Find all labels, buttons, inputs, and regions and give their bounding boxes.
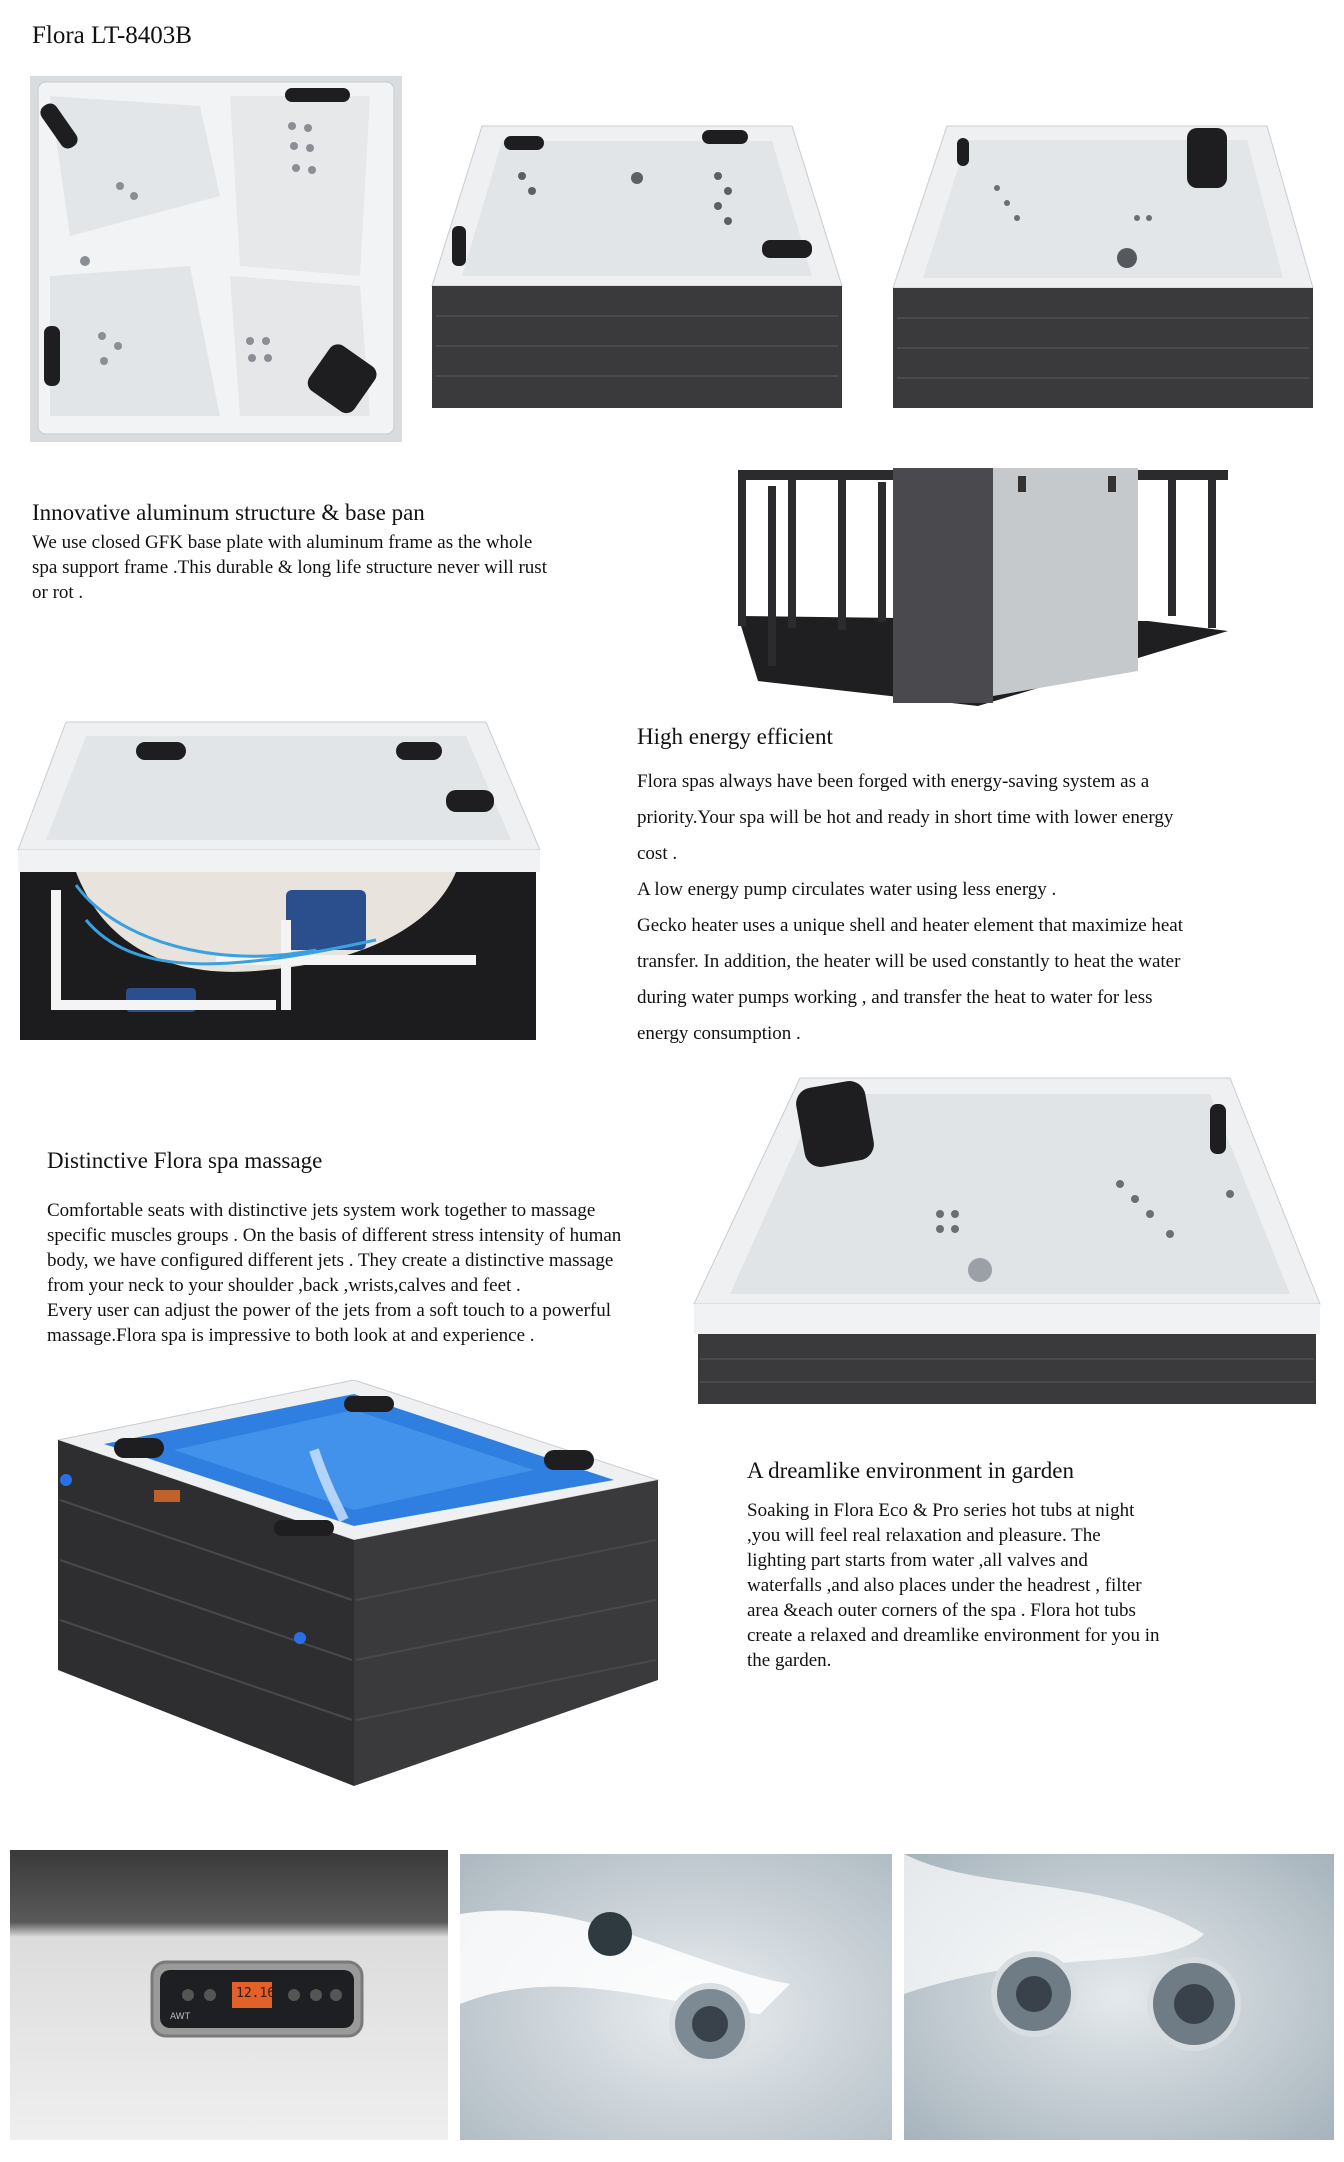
spa-side-angle-photo bbox=[887, 118, 1317, 422]
spa-led-lighting-photo bbox=[54, 1380, 664, 1786]
spa-front-angle-photo bbox=[422, 116, 846, 422]
structure-line: or rot . bbox=[32, 582, 84, 603]
control-panel-brand: AWT bbox=[170, 2012, 191, 2022]
energy-line: priority.Your spa will be hot and ready in short time with lower energy bbox=[637, 807, 1174, 828]
massage-text bbox=[47, 1198, 687, 1348]
control-panel-display: 12.16 bbox=[236, 1986, 276, 2001]
massage-line: Every user can adjust the power of the jets from a soft touch to a powerful bbox=[47, 1300, 612, 1321]
garden-text bbox=[747, 1498, 1287, 1673]
spa-top-view-photo bbox=[30, 76, 402, 442]
spa-internal-plumbing-photo bbox=[16, 720, 540, 1042]
jet-spray-photo bbox=[460, 1854, 892, 2140]
control-panel-photo bbox=[10, 1850, 448, 2140]
energy-line: during water pumps working , and transfer the heat to water for less bbox=[637, 987, 1153, 1008]
structure-text bbox=[32, 530, 632, 605]
energy-line: transfer. In addition, the heater will be used constantly to heat the water bbox=[637, 951, 1181, 972]
garden-line: waterfalls ,and also places under the headrest , filter bbox=[747, 1575, 1142, 1596]
spa-massage-jets-photo bbox=[690, 1074, 1324, 1406]
garden-line: ,you will feel real relaxation and pleasure. The bbox=[747, 1525, 1101, 1546]
massage-line: from your neck to your shoulder ,back ,wrists,calves and feet . bbox=[47, 1275, 521, 1296]
energy-line: A low energy pump circulates water using less energy . bbox=[637, 879, 1057, 900]
energy-line: Flora spas always have been forged with energy-saving system as a bbox=[637, 771, 1150, 792]
structure-line: spa support frame .This durable & long life structure never will rust bbox=[32, 557, 547, 578]
garden-line: the garden. bbox=[747, 1650, 832, 1671]
structure-heading: Innovative aluminum structure & base pan bbox=[32, 500, 425, 525]
garden-line: Soaking in Flora Eco & Pro series hot tubs at night bbox=[747, 1500, 1135, 1521]
garden-line: area &each outer corners of the spa . Flora hot tubs bbox=[747, 1600, 1136, 1621]
garden-line: create a relaxed and dreamlike environment for you in bbox=[747, 1625, 1160, 1646]
energy-line: cost . bbox=[637, 843, 678, 864]
massage-line: body, we have configured different jets . They create a distinctive massage bbox=[47, 1250, 614, 1271]
massage-line: Comfortable seats with distinctive jets system work together to massage bbox=[47, 1200, 596, 1221]
massage-line: specific muscles groups . On the basis of different stress intensity of human bbox=[47, 1225, 622, 1246]
massage-heading: Distinctive Flora spa massage bbox=[47, 1148, 323, 1173]
energy-line: Gecko heater uses a unique shell and heater element that maximize heat bbox=[637, 915, 1184, 936]
structure-line: We use closed GFK base plate with aluminum frame as the whole bbox=[32, 532, 533, 553]
garden-heading: A dreamlike environment in garden bbox=[747, 1458, 1075, 1483]
massage-line: massage.Flora spa is impressive to both look at and experience . bbox=[47, 1325, 535, 1346]
energy-line: energy consumption . bbox=[637, 1023, 801, 1044]
jet-bubbles-photo bbox=[904, 1854, 1334, 2140]
aluminum-frame-photo bbox=[728, 456, 1232, 712]
garden-line: lighting part starts from water ,all valves and bbox=[747, 1550, 1088, 1571]
energy-heading: High energy efficient bbox=[637, 724, 833, 749]
page-title: Flora LT-8403B bbox=[32, 22, 192, 49]
energy-text bbox=[637, 764, 1297, 1052]
